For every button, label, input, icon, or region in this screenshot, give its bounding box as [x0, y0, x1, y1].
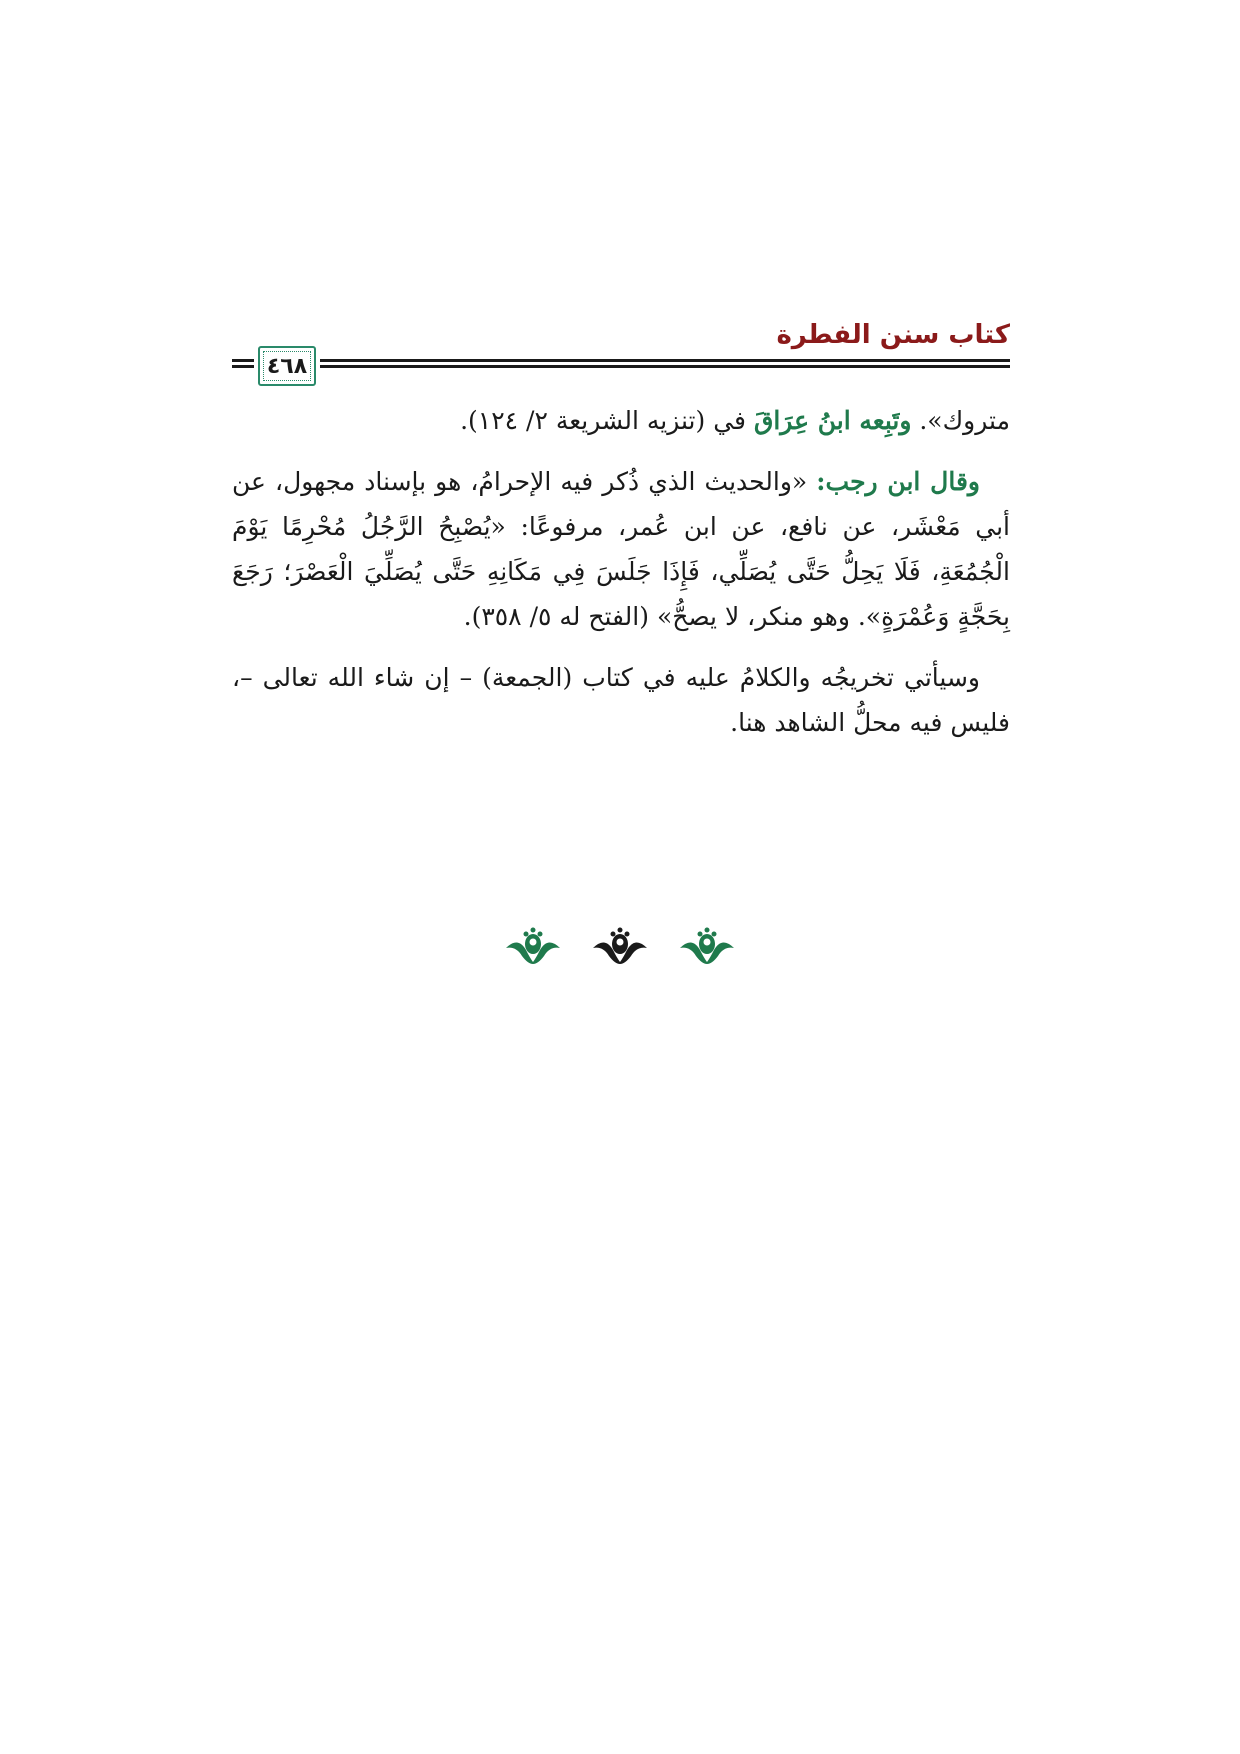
- paragraph-2-lead: وقال ابن رجب:: [816, 467, 980, 496]
- page-header: [232, 318, 1010, 380]
- floral-ornament-icon: [591, 926, 649, 966]
- header-rule-top: [232, 359, 1010, 362]
- paragraph-3-text: وسيأتي تخريجُه والكلامُ عليه في كتاب (الجمعة) – إن شاء الله تعالى –، فليس فيه محلُّ الشاهد هنا.: [232, 663, 1010, 737]
- body-text: [232, 398, 1010, 761]
- paragraph-3: [232, 655, 1010, 745]
- page-number: ٤٦٨: [266, 353, 308, 379]
- book-title: كتاب سنن الفطرة: [776, 320, 1010, 350]
- paragraph-1-text: متروك».: [911, 406, 1010, 435]
- floral-ornament-icon: [678, 926, 736, 966]
- paragraph-1: [232, 398, 1010, 443]
- paragraph-2-text: «والحديث الذي ذُكر فيه الإحرامُ، هو بإسناد مجهول، عن أبي مَعْشَر، عن نافع، عن ابن عُمر، مرفوعًا: «يُصْبِحُ الرَّجُلُ مُحْرِمًا يَوْمَ الْجُمُعَةِ، فَلَا يَحِلُّ حَتَّى يُصَلِّي، فَإِذَا جَلَسَ فِي مَكَانِهِ حَتَّى يُصَلِّيَ الْعَصْرَ؛ رَجَعَ بِحَجَّةٍ وَعُمْرَةٍ». وهو منكر، لا يصحُّ» (الفتح له ٥/ ٣٥٨).: [232, 467, 1010, 631]
- paragraph-2: [232, 459, 1010, 639]
- paragraph-1-highlight: وتَبِعه ابنُ عِرَاقَ: [753, 406, 912, 435]
- paragraph-1-tail: في (تنزيه الشريعة ٢/ ١٢٤).: [460, 406, 754, 435]
- floral-ornament-icon: [504, 926, 562, 966]
- page-number-badge: [258, 346, 316, 386]
- section-end-ornaments: [504, 920, 736, 972]
- header-rule-bottom: [232, 365, 1010, 368]
